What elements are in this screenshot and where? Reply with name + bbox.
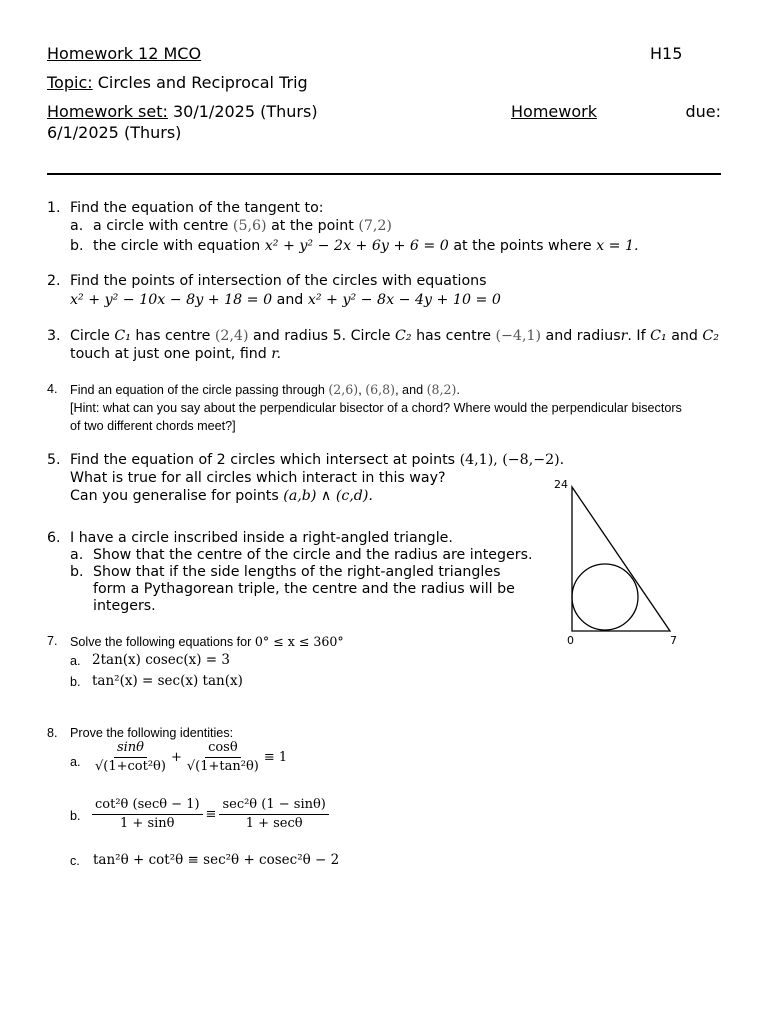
q8b-fraction-2: [219, 797, 328, 832]
q1-number: 1.: [47, 200, 61, 216]
q2-equation-2: x² + y² − 8x − 4y + 10 = 0: [307, 292, 501, 308]
right-triangle: [572, 487, 670, 631]
q3-r: r: [620, 328, 628, 344]
set-value: 30/1/2025 (Thurs): [173, 102, 318, 121]
q4-text1: Find an equation of the circle passing through: [70, 383, 325, 397]
q6a-label: a.: [70, 547, 84, 563]
q3-line2: [70, 346, 281, 363]
q1a-line: [93, 218, 392, 235]
q1b-text2: at the points where: [453, 238, 592, 254]
q5-points-general: (a,b) ∧ (c,d).: [283, 488, 373, 504]
q7-line: [70, 633, 344, 651]
q8b-label: b.: [70, 809, 81, 823]
q7b-label: b.: [70, 675, 81, 689]
q8a-denominator-1: √(1+cot²θ): [95, 759, 166, 774]
q5-number: 5.: [47, 452, 61, 468]
q1a-text1: a circle with centre: [93, 218, 229, 234]
q3-centre2: (−4,1): [495, 328, 542, 344]
q1a-point2: (7,2): [358, 218, 392, 234]
q5-text1: Find the equation of 2 circles which intersect at points: [70, 452, 456, 468]
q5-line1: [70, 452, 564, 469]
q6b-text3: integers.: [93, 598, 156, 614]
q1a-point1: (5,6): [232, 218, 267, 234]
q3-line1: [70, 328, 719, 345]
q8a-fraction-2: [184, 740, 262, 775]
triangle-figure: [552, 478, 692, 648]
set-line: [47, 102, 318, 122]
q1-text: Find the equation of the tangent to:: [70, 200, 324, 216]
q2-equations: [70, 292, 501, 309]
q7b-equation-text: tan²(x) = sec(x) tan(x): [92, 673, 243, 689]
q4-hint-line1: [Hint: what can you say about the perpendicular bisector of a chord? Where would the perpendicular bisectors: [70, 401, 682, 415]
topic-value: Circles and Reciprocal Trig: [97, 73, 308, 92]
q3-text3: and radius 5. Circle: [253, 328, 391, 344]
q3-r2: r.: [271, 346, 281, 362]
q5-points: (4,1), (−8,−2).: [459, 452, 565, 468]
q6-text: I have a circle inscribed inside a right-angled triangle.: [70, 530, 453, 546]
q6b-text1: Show that if the side lengths of the right-angled triangles: [93, 564, 501, 580]
q4-dot: .: [456, 383, 460, 397]
q3-text5: and radius: [545, 328, 621, 344]
inscribed-circle: [572, 564, 638, 630]
q8b-denominator-1: 1 + sinθ: [120, 816, 175, 831]
q8a-fraction-1: [92, 740, 169, 775]
q8b-numerator-2: sec²θ (1 − sinθ): [219, 797, 328, 815]
q7a-label: a.: [70, 654, 81, 668]
q8a-label: a.: [70, 755, 81, 769]
q2-equation-1: x² + y² − 10x − 8y + 18 = 0: [70, 292, 273, 308]
q4-hint-line2: of two different chords meet?]: [70, 419, 236, 433]
q5-line2: What is true for all circles which interact in this way?: [70, 470, 446, 486]
q8c-identity-text: tan²θ + cot²θ ≡ sec²θ + cosec²θ − 2: [93, 852, 340, 868]
header-rule: [47, 173, 721, 175]
q5-line3-text: Can you generalise for points: [70, 488, 279, 504]
q7-text: Solve the following equations for: [70, 635, 252, 649]
q3-line2-text: touch at just one point, find: [70, 346, 267, 362]
q4-point1: (2,6): [328, 382, 359, 397]
q6b-text2: form a Pythagorean triple, the centre and the radius will be: [93, 581, 515, 597]
q4-point3: (8,2): [426, 382, 457, 397]
q3-c2: C₂: [395, 328, 412, 344]
triangle-diagram: [552, 478, 692, 648]
q8a-plus: +: [170, 750, 182, 765]
q4-number: 4.: [47, 382, 58, 396]
q8b-fraction-1: [92, 797, 203, 832]
q8a-denominator-2: √(1+tan²θ): [186, 759, 259, 774]
figure-label-right: 7: [670, 634, 677, 647]
q3-number: 3.: [47, 328, 61, 344]
q3-text6: . If: [627, 328, 646, 344]
homework-code: H15: [650, 44, 683, 63]
q8a-identity: [92, 740, 287, 775]
q6a-text: Show that the centre of the circle and the radius are integers.: [93, 547, 533, 563]
q8a-rhs: ≡ 1: [263, 750, 288, 765]
homework-title: Homework 12 MCO: [47, 44, 202, 63]
topic-line: [47, 73, 308, 93]
q8c-label: c.: [70, 854, 80, 868]
q3-text4: has centre: [416, 328, 491, 344]
q3-text2: has centre: [135, 328, 211, 344]
q2-number: 2.: [47, 273, 61, 289]
due-value: 6/1/2025 (Thurs): [47, 123, 182, 142]
figure-label-origin: 0: [567, 634, 574, 647]
q7b-equation: [92, 673, 243, 690]
q4-point2: (6,8): [365, 382, 396, 397]
q7-number: 7.: [47, 634, 58, 648]
q2-text: Find the points of intersection of the circles with equations: [70, 273, 487, 289]
q1b-condition: x = 1.: [596, 238, 639, 254]
q3-text1: Circle: [70, 328, 110, 344]
q5-line3: [70, 488, 373, 505]
q1b-equation: x² + y² − 2x + 6y + 6 = 0: [264, 238, 449, 254]
q1b-text1: the circle with equation: [93, 238, 261, 254]
q2-and: and: [276, 292, 304, 308]
q7a-equation: [92, 652, 230, 669]
q8b-identity: [92, 797, 329, 832]
q8b-equiv: ≡: [205, 807, 217, 822]
topic-label: Topic:: [47, 73, 93, 92]
set-label: Homework set:: [47, 102, 168, 121]
q3-c1b: C₁: [650, 328, 667, 344]
due-label-a: Homework: [511, 102, 597, 121]
q8a-numerator-2: cosθ: [205, 740, 241, 758]
figure-label-top: 24: [554, 478, 568, 491]
q8-text: Prove the following identities:: [70, 726, 234, 740]
q1b-line: [93, 238, 639, 255]
q7a-equation-text: 2tan(x) cosec(x) = 3: [92, 652, 230, 668]
q8b-numerator-1: cot²θ (secθ − 1): [92, 797, 203, 815]
q3-and: and: [671, 328, 698, 344]
q3-c2b: C₂: [702, 328, 719, 344]
q7-range: 0° ≤ x ≤ 360°: [254, 634, 344, 649]
q1a-label: a.: [70, 218, 84, 234]
q1b-label: b.: [70, 238, 84, 254]
q4-line1: Find an equation of the circle passing through (2,6), (6,8), and (8,2).: [70, 382, 460, 397]
q8a-numerator-1: sinθ: [114, 740, 147, 758]
q3-centre1: (2,4): [214, 328, 249, 344]
q8-number: 8.: [47, 726, 58, 740]
q3-c1: C₁: [114, 328, 131, 344]
due-label: [511, 102, 721, 122]
q6-number: 6.: [47, 530, 61, 546]
q6b-label: b.: [70, 564, 84, 580]
q8b-denominator-2: 1 + secθ: [245, 816, 303, 831]
due-label-b: due:: [685, 102, 721, 121]
q1a-text2: at the point: [271, 218, 354, 234]
q8c-identity: [93, 852, 339, 869]
q4-and: , and: [395, 383, 424, 397]
